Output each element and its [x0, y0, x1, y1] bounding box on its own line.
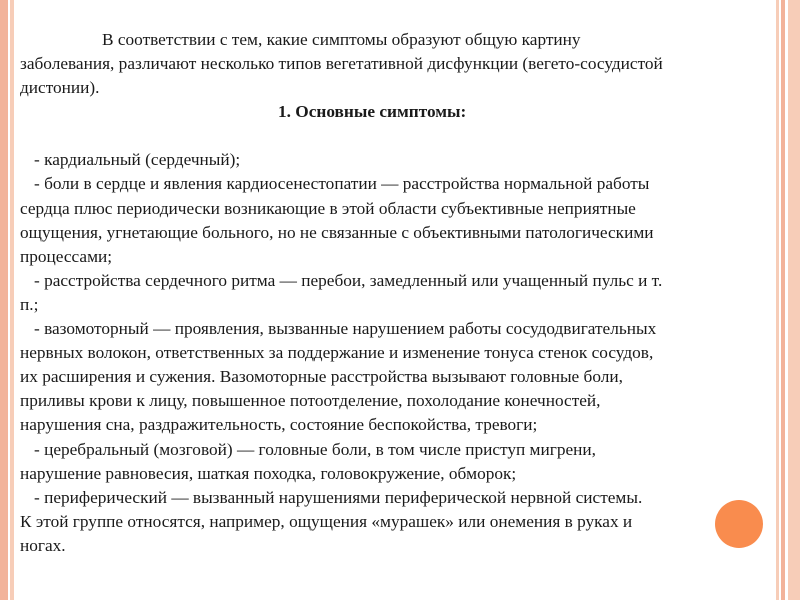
symptom-line: - боли в сердце и явления кардиосенестопатии — расстройства нормальной работы	[34, 174, 650, 194]
symptom-line: ощущения, угнетающие больного, но не связанные с объективными патологическими	[20, 222, 654, 242]
intro-line: заболевания, различают несколько типов вегетативной дисфункции (вегето-сосудистой	[20, 54, 663, 74]
symptom-line: - кардиальный (сердечный);	[34, 150, 241, 170]
symptom-line: - периферический — вызванный нарушениями периферической нервной системы.	[34, 487, 643, 507]
left-border-stripe-inner	[10, 0, 14, 600]
symptom-line: приливы крови к лицу, повышенное потоотделение, похолодание конечностей,	[20, 391, 601, 411]
intro-line: дистонии).	[20, 78, 100, 98]
right-border-stripe-inner	[776, 0, 779, 600]
spacer	[20, 124, 770, 148]
symptom-line: сердца плюс периодически возникающие в этой области субъективные неприятные	[20, 198, 636, 218]
symptom-line: нарушение равновесия, шаткая походка, головокружение, обморок;	[20, 463, 517, 483]
left-border-stripe	[0, 0, 8, 600]
right-border-stripe-outer	[788, 0, 800, 600]
symptom-line: К этой группе относятся, например, ощущения «мурашек» или онемения в руках и	[20, 511, 633, 531]
symptom-line: нарушения сна, раздражительность, состояние беспокойства, тревоги;	[20, 415, 538, 435]
symptom-line: процессами;	[20, 246, 113, 266]
symptom-line: п.;	[20, 294, 39, 314]
decorative-circle	[715, 500, 763, 548]
symptom-line: - расстройства сердечного ритма — перебои, замедленный или учащенный пульс и т.	[34, 270, 663, 290]
symptom-line: - церебральный (мозговой) — головные боли, в том числе приступ мигрени,	[34, 439, 596, 459]
section-heading: 1. Основные симптомы:	[278, 102, 467, 122]
symptom-line: их расширения и сужения. Вазомоторные расстройства вызывают головные боли,	[20, 367, 623, 387]
symptom-line: нервных волокон, ответственных за поддержание и изменение тонуса стенок сосудов,	[20, 343, 654, 363]
symptom-line: ногах.	[20, 535, 66, 555]
symptom-line: - вазомоторный — проявления, вызванные нарушением работы сосудодвигательных	[34, 319, 657, 339]
intro-line: В соответствии с тем, какие симптомы образуют общую картину	[102, 30, 581, 49]
slide-body	[20, 28, 770, 558]
right-border-stripe	[781, 0, 785, 600]
